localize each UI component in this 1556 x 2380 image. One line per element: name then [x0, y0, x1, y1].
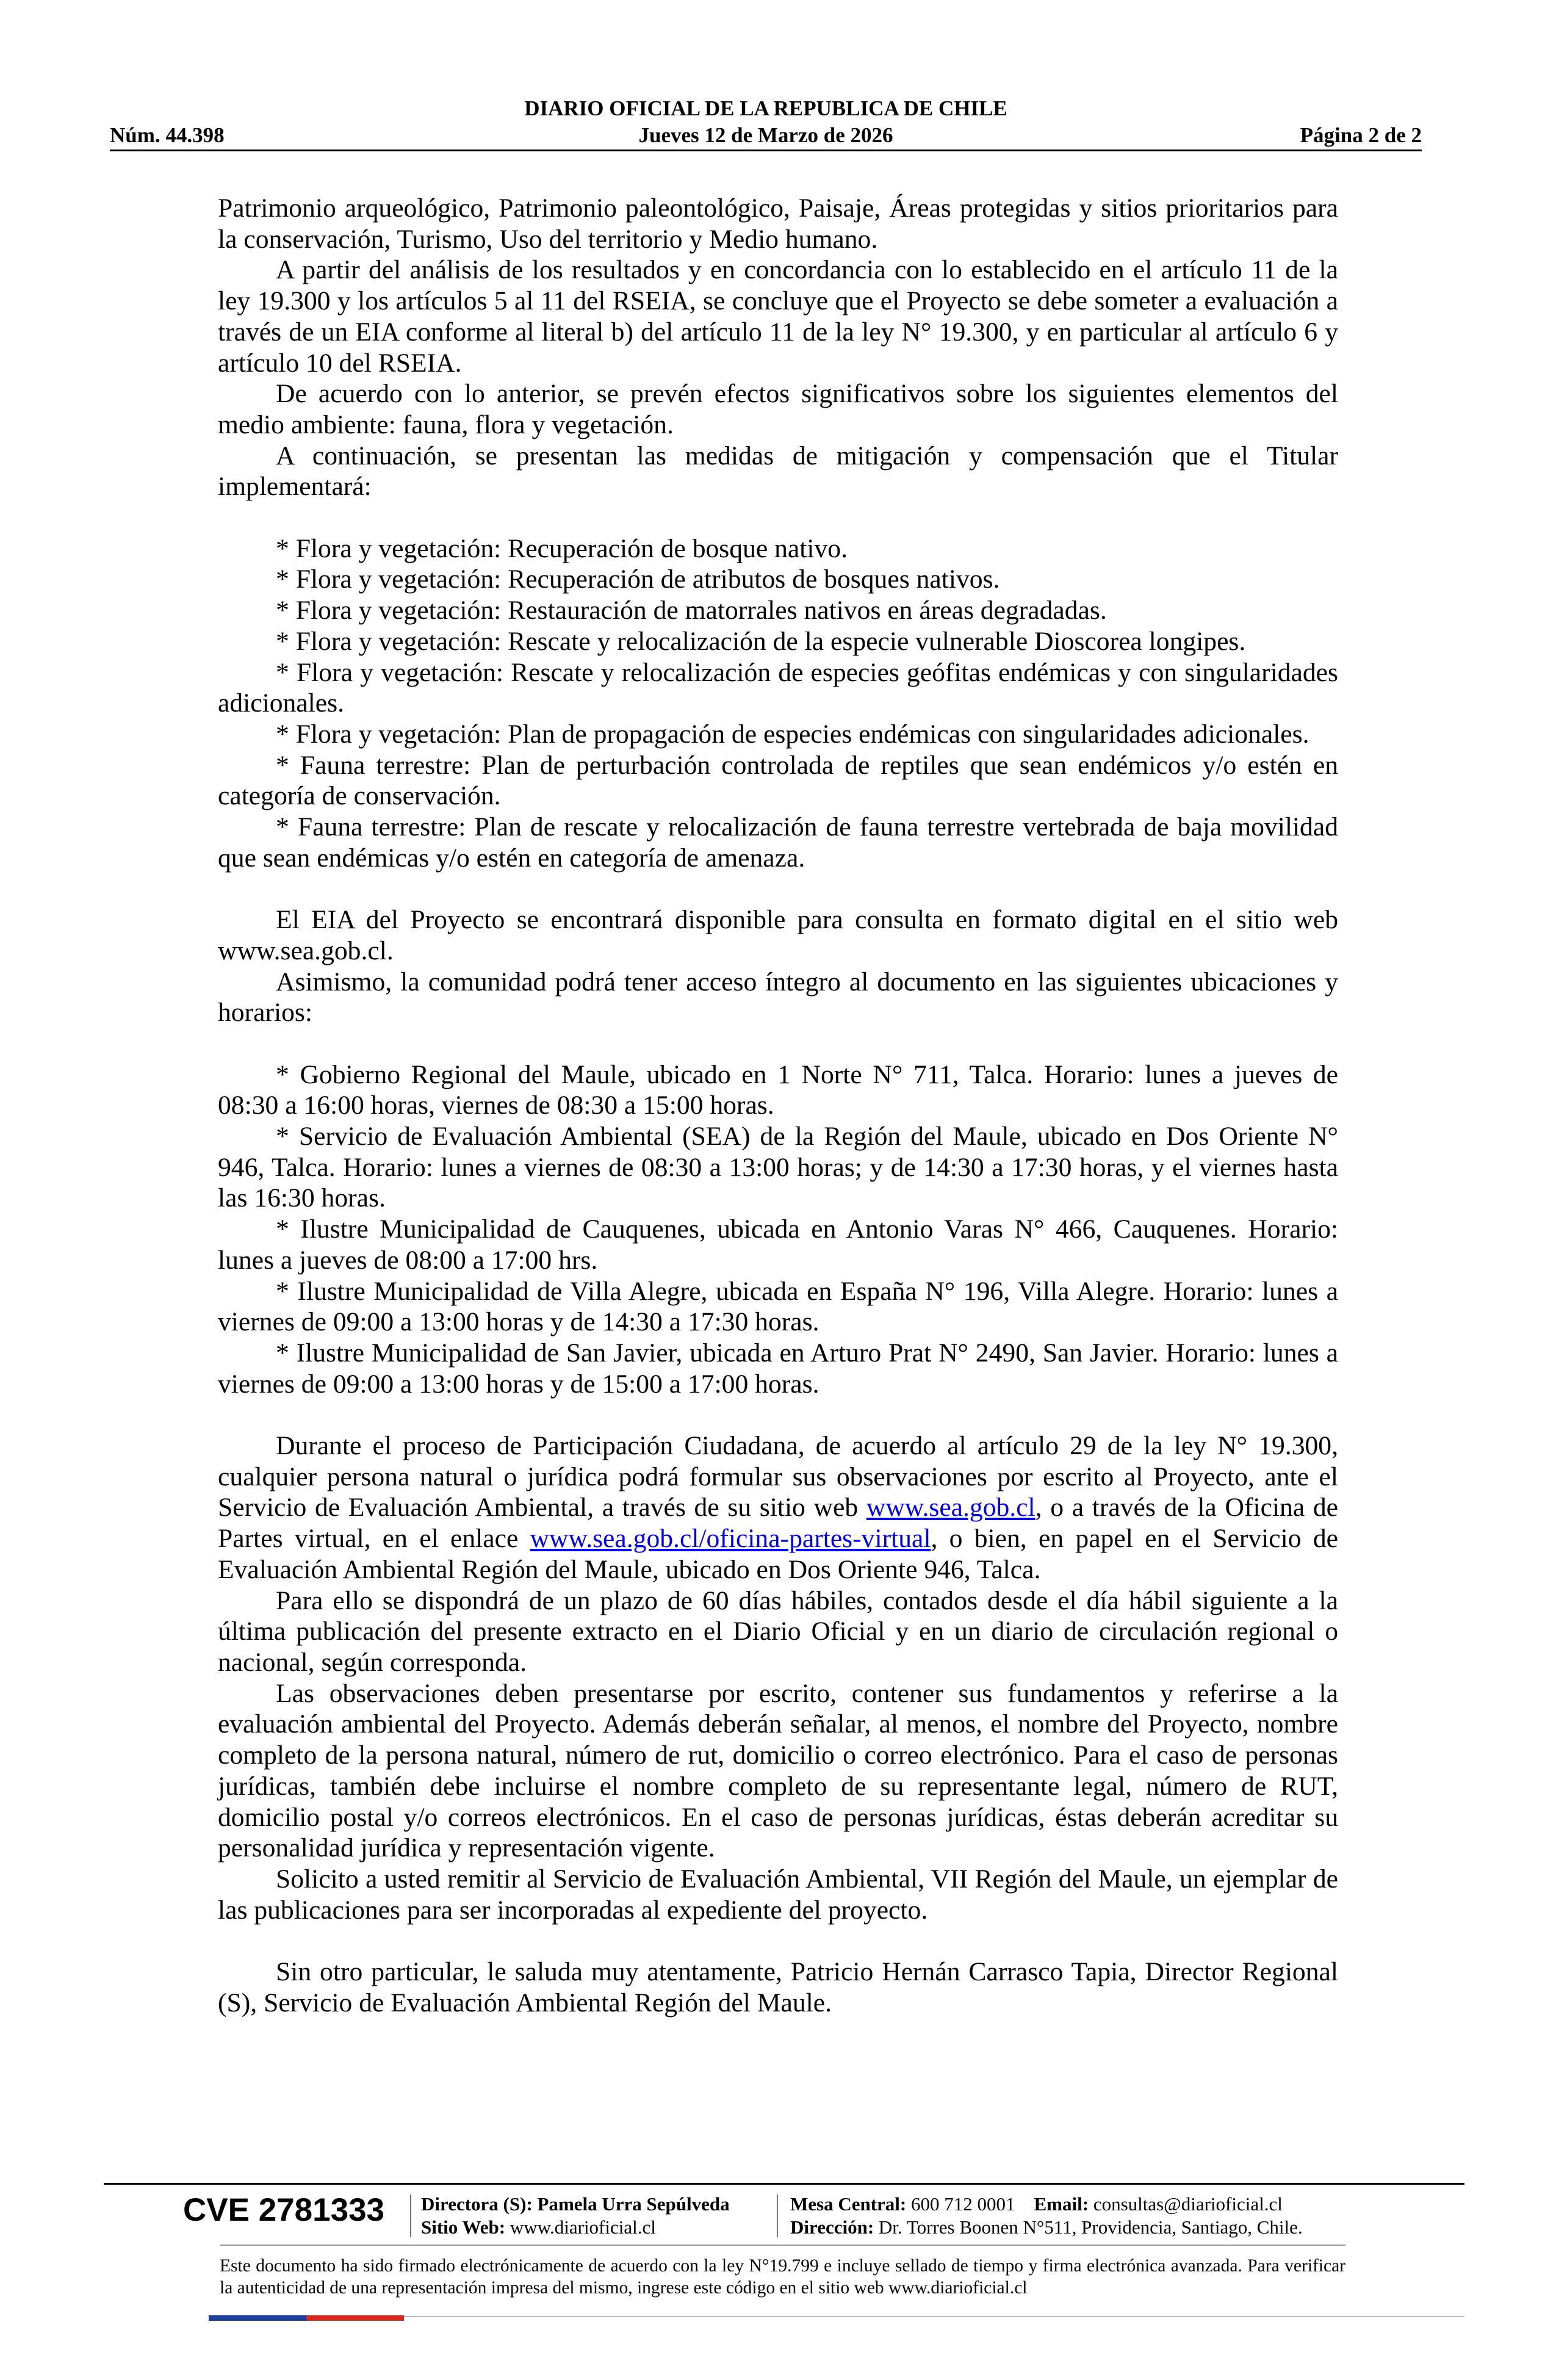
paragraph-effects: De acuerdo con lo anterior, se prevén efectos significativos sobre los siguientes elementos del medio ambiente: fauna, flora y vegetación. [218, 379, 1338, 439]
location-item: * Ilustre Municipalidad de Villa Alegre, ubicada en España N° 196, Villa Alegre. Horario: lunes a viernes de 09:00 a 13:00 horas y de 14:30 a 17:30 horas. [218, 1276, 1338, 1337]
page-header [110, 92, 1422, 151]
participation-text-c: , o bien, en papel en el Servicio de Evaluación Ambiental Región del Maule, ubicado en Dos Oriente 946, Talca. [218, 1524, 1338, 1584]
spacer [218, 1399, 1338, 1430]
paragraph-locations-intro: Asimismo, la comunidad podrá tener acceso íntegro al documento en las siguientes ubicaciones y horarios: [218, 967, 1338, 1028]
page-number: Página 2 de 2 [1300, 123, 1422, 147]
footer-inner-divider [220, 2245, 1345, 2246]
document-body [218, 193, 1338, 2018]
website-label: Sitio Web: [421, 2216, 506, 2238]
paragraph-publication-request: Solicito a usted remitir al Servicio de Evaluación Ambiental, VII Región del Maule, un ejemplar de las publicaciones para ser incorporadas al expediente del proyecto. [218, 1864, 1338, 1925]
location-item: * Servicio de Evaluación Ambiental (SEA) de la Región del Maule, ubicado en Dos Oriente N° 946, Talca. Horario: lunes a viernes de 08:30 a 13:00 horas; y de 14:30 a 17:30 horas, y el viernes hasta las 16:30 horas. [218, 1122, 1338, 1213]
electronic-signature-note: Este documento ha sido firmado electrónicamente de acuerdo con la ley N°19.799 e incluye sellado de tiempo y firma electrónica avanzada. Para verificar la autenticidad de una representación impresa del mismo, ingrese este código en el sitio web www.diarioficial.cl [220, 2256, 1345, 2298]
location-item: * Ilustre Municipalidad de Cauquenes, ubicada en Antonio Varas N° 466, Cauquenes. Horario: lunes a jueves de 08:00 a 17:00 hrs. [218, 1214, 1338, 1275]
measure-item: * Flora y vegetación: Rescate y relocalización de la especie vulnerable Dioscorea longipes. [276, 626, 1246, 656]
paragraph-deadline: Para ello se dispondrá de un plazo de 60 días hábiles, contados desde el día hábil siguiente a la última publicación del presente extracto en el Diario Oficial y en un diario de circulación regional o nacional, según corresponda. [218, 1585, 1338, 1677]
newspaper-title: DIARIO OFICIAL DE LA REPUBLICA DE CHILE [524, 96, 1007, 120]
issue-number: Núm. 44.398 [110, 123, 225, 147]
paragraph-heritage: Patrimonio arqueológico, Patrimonio paleontológico, Paisaje, Áreas protegidas y sitios prioritarios para la conservación, Turismo, Uso del territorio y Medio humano. [218, 193, 1338, 254]
footer-separator [410, 2194, 411, 2237]
measure-item: * Fauna terrestre: Plan de rescate y relocalización de fauna terrestre vertebrada de baja movilidad que sean endémicas y/o estén en categoría de amenaza. [218, 812, 1338, 873]
email-value[interactable]: consultas@diarioficial.cl [1093, 2193, 1283, 2215]
paragraph-observation-requirements: Las observaciones deben presentarse por escrito, contener sus fundamentos y referirse a la evaluación ambiental del Proyecto. Además deberán señalar, al menos, el nombre del Proyecto, nombre completo de la persona natural, número de rut, domicilio o correo electrónico. Para el caso de personas jurídicas, también debe incluirse el nombre completo de su representante legal, número de RUT, domicilio postal y/o correos electrónicos. En el caso de personas jurídicas, éstas deberán acreditar su personalidad jurídica y representación vigente. [218, 1678, 1338, 1863]
measure-item: * Flora y vegetación: Restauración de matorrales nativos en áreas degradadas. [276, 596, 1107, 626]
header-divider [110, 150, 1422, 151]
phone-value: 600 712 0001 [911, 2193, 1015, 2215]
footer-bottom-divider [220, 2316, 1464, 2317]
flag-stripe-red [306, 2315, 404, 2321]
participation-text-a: Durante el proceso de Participación Ciudadana, de acuerdo al artículo 29 de la ley N° 19.300, cualquier persona natural o jurídica podrá formular sus observaciones por escrito al Proyecto, ante el Servicio de Evaluación Ambiental, a través de su sitio web [218, 1431, 1338, 1523]
participation-text-b: , o a través de la Oficina de Partes virtual, en el enlace [218, 1493, 1338, 1554]
paragraph-closing-signature: Sin otro particular, le saluda muy atentamente, Patricio Hernán Carrasco Tapia, Director Regional (S), Servicio de Evaluación Ambiental Región del Maule. [218, 1957, 1338, 2018]
address-label: Dirección: [790, 2216, 874, 2238]
footer-director-block [421, 2193, 730, 2239]
spacer [218, 1028, 1338, 1059]
paragraph-participation [218, 1430, 1338, 1585]
issue-date: Jueves 12 de Marzo de 2026 [638, 123, 893, 147]
measure-item: * Fauna terrestre: Plan de perturbación controlada de reptiles que sean endémicos y/o estén en categoría de conservación. [218, 750, 1338, 811]
measure-item: * Flora y vegetación: Recuperación de bosque nativo. [276, 533, 848, 563]
paragraph-analysis: A partir del análisis de los resultados y en concordancia con lo establecido en el artículo 11 de la ley 19.300 y los artículos 5 al 11 del RSEIA, se concluye que el Proyecto se debe someter a evaluación a través de un EIA conforme al literal b) del artículo 11 de la ley N° 19.300, y en particular al artículo 6 y artículo 10 del RSEIA. [218, 255, 1338, 378]
cve-code: CVE 2781333 [183, 2192, 385, 2228]
email-label: Email: [1034, 2193, 1089, 2215]
measure-item: * Flora y vegetación: Rescate y relocalización de especies geófitas endémicas y con singularidades adicionales. [218, 657, 1338, 718]
website-value[interactable]: www.diarioficial.cl [510, 2216, 656, 2238]
spacer [218, 502, 1338, 533]
location-item: * Ilustre Municipalidad de San Javier, ubicada en Arturo Prat N° 2490, San Javier. Horario: lunes a viernes de 09:00 a 13:00 horas y de 15:00 a 17:00 horas. [218, 1338, 1338, 1399]
flag-stripe-blue [209, 2315, 306, 2321]
director-name: Directora (S): Pamela Urra Sepúlveda [421, 2193, 730, 2215]
sea-website-link[interactable]: www.sea.gob.cl [866, 1493, 1036, 1523]
paragraph-measures-intro: A continuación, se presentan las medidas de mitigación y compensación que el Titular implementará: [218, 441, 1338, 502]
phone-label: Mesa Central: [790, 2193, 907, 2215]
spacer [218, 1925, 1338, 1956]
address-value: Dr. Torres Boonen N°511, Providencia, Santiago, Chile. [878, 2216, 1303, 2238]
measure-item: * Flora y vegetación: Recuperación de atributos de bosques nativos. [276, 564, 1000, 594]
virtual-office-link[interactable]: www.sea.gob.cl/oficina-partes-virtual [530, 1524, 931, 1554]
paragraph-eia-availability: El EIA del Proyecto se encontrará disponible para consulta en formato digital en el sitio web www.sea.gob.cl. [218, 905, 1338, 965]
footer-separator [777, 2194, 778, 2237]
footer-contact-block [790, 2193, 1303, 2239]
measure-item: * Flora y vegetación: Plan de propagación de especies endémicas con singularidades adicionales. [276, 719, 1309, 749]
location-item: * Gobierno Regional del Maule, ubicado en 1 Norte N° 711, Talca. Horario: lunes a jueves de 08:30 a 16:00 horas, viernes de 08:30 a 15:00 horas. [218, 1059, 1338, 1120]
footer-divider [104, 2183, 1464, 2185]
spacer [218, 873, 1338, 904]
